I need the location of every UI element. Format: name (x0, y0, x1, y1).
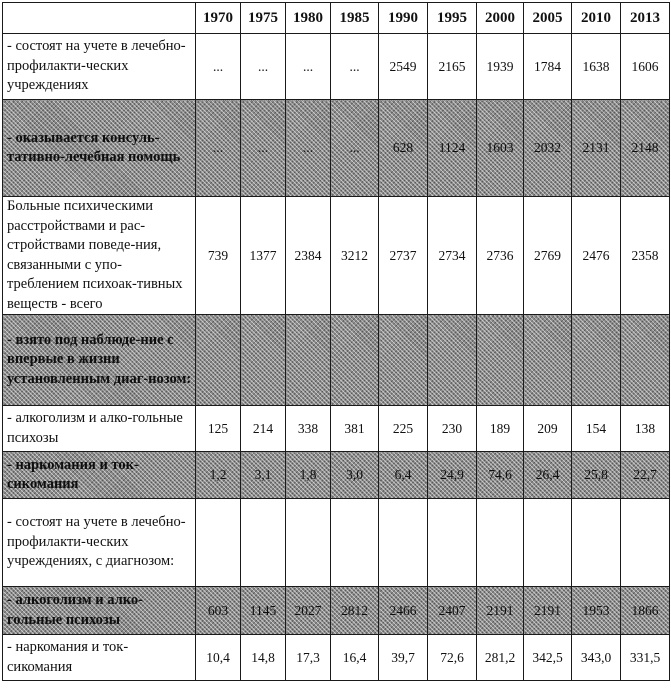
table-cell: 343,0 (572, 635, 621, 681)
table-cell: 74,6 (477, 452, 524, 499)
table-cell: 1866 (621, 587, 670, 635)
table-cell: 189 (477, 406, 524, 452)
year-header: 2005 (524, 3, 572, 34)
table-cell (286, 499, 331, 587)
table-cell: 2769 (524, 197, 572, 315)
table-cell: 17,3 (286, 635, 331, 681)
year-header: 2000 (477, 3, 524, 34)
year-header: 1995 (428, 3, 477, 34)
table-cell: 2131 (572, 100, 621, 197)
year-header: 2013 (621, 3, 670, 34)
table-cell: 3212 (331, 197, 379, 315)
table-cell: 281,2 (477, 635, 524, 681)
table-cell: 2358 (621, 197, 670, 315)
table-cell: ... (286, 100, 331, 197)
table-row (3, 100, 670, 197)
table-cell: 342,5 (524, 635, 572, 681)
table-cell (241, 315, 286, 406)
table-cell: ... (241, 34, 286, 100)
table-cell: 209 (524, 406, 572, 452)
year-header: 1970 (196, 3, 241, 34)
year-header: 1980 (286, 3, 331, 34)
table-cell: 1,2 (196, 452, 241, 499)
table-cell: 1953 (572, 587, 621, 635)
table-cell (196, 499, 241, 587)
table-cell: 2191 (524, 587, 572, 635)
table-cell: 154 (572, 406, 621, 452)
table-row (3, 197, 670, 315)
table-cell: 2148 (621, 100, 670, 197)
table-cell (477, 499, 524, 587)
table-cell: 3,1 (241, 452, 286, 499)
table-cell (196, 315, 241, 406)
table-cell: 2466 (379, 587, 428, 635)
table-cell (572, 315, 621, 406)
table-cell: 2476 (572, 197, 621, 315)
table-cell (241, 499, 286, 587)
table-cell (572, 499, 621, 587)
table-cell (477, 315, 524, 406)
table-cell: 603 (196, 587, 241, 635)
table-cell (428, 499, 477, 587)
table-cell: 628 (379, 100, 428, 197)
table-cell: 2032 (524, 100, 572, 197)
row-label: - взято под наблюде-ние с впервые в жизни установленным диаг-нозом: (3, 315, 196, 406)
table-cell: 1606 (621, 34, 670, 100)
table-cell: 2737 (379, 197, 428, 315)
table-cell: ... (196, 100, 241, 197)
table-cell: ... (331, 34, 379, 100)
table-cell: 24,9 (428, 452, 477, 499)
year-header: 1975 (241, 3, 286, 34)
row-label: Больные психическими расстройствами и рас-стройствами поведе-ния, связанными с упо-треблением психоак-тивных веществ - всего (3, 197, 196, 315)
table-cell: 22,7 (621, 452, 670, 499)
table-cell: 2165 (428, 34, 477, 100)
table-cell: 225 (379, 406, 428, 452)
table-cell (621, 315, 670, 406)
table-cell: 1377 (241, 197, 286, 315)
table-cell: 1145 (241, 587, 286, 635)
table-cell: 2191 (477, 587, 524, 635)
table-cell: 1939 (477, 34, 524, 100)
table-row (3, 452, 670, 499)
year-header: 1985 (331, 3, 379, 34)
table-cell: 2407 (428, 587, 477, 635)
table-cell: 125 (196, 406, 241, 452)
table-cell: 2027 (286, 587, 331, 635)
table-cell (621, 499, 670, 587)
table-cell: 2736 (477, 197, 524, 315)
table-cell: 6,4 (379, 452, 428, 499)
table-cell: 14,8 (241, 635, 286, 681)
table-cell: 1,8 (286, 452, 331, 499)
table-row (3, 34, 670, 100)
year-header: 1990 (379, 3, 428, 34)
table-cell: 331,5 (621, 635, 670, 681)
table-cell: 1603 (477, 100, 524, 197)
row-label: - наркомания и ток-сикомания (3, 452, 196, 499)
table-cell: 2549 (379, 34, 428, 100)
table-cell (524, 499, 572, 587)
row-label: - наркомания и ток-сикомания (3, 635, 196, 681)
table-cell: 25,8 (572, 452, 621, 499)
table-cell: 338 (286, 406, 331, 452)
table-row (3, 499, 670, 587)
row-label: - алкоголизм и алко-гольные психозы (3, 406, 196, 452)
table-cell: 2812 (331, 587, 379, 635)
table-cell: 10,4 (196, 635, 241, 681)
row-label: - состоят на учете в лечебно-профилакти-ческих учреждениях, с диагнозом: (3, 499, 196, 587)
table-cell: ... (286, 34, 331, 100)
row-label: - алкоголизм и алко-гольные психозы (3, 587, 196, 635)
table-cell (428, 315, 477, 406)
table-cell (379, 499, 428, 587)
table-cell: 230 (428, 406, 477, 452)
table-cell (331, 499, 379, 587)
year-header: 2010 (572, 3, 621, 34)
row-label: - оказывается консуль-тативно-лечебная помощь (3, 100, 196, 197)
table-row (3, 315, 670, 406)
table-cell: 1784 (524, 34, 572, 100)
table-cell: 138 (621, 406, 670, 452)
table-cell: 214 (241, 406, 286, 452)
table-cell (524, 315, 572, 406)
table-cell: 39,7 (379, 635, 428, 681)
statistics-table (2, 2, 670, 681)
table-row (3, 635, 670, 681)
table-cell: ... (241, 100, 286, 197)
table-cell: 739 (196, 197, 241, 315)
table-cell (286, 315, 331, 406)
table-cell (331, 315, 379, 406)
table-cell: 72,6 (428, 635, 477, 681)
table-cell: ... (196, 34, 241, 100)
table-cell: 26,4 (524, 452, 572, 499)
table-cell: 381 (331, 406, 379, 452)
table-cell: 3,0 (331, 452, 379, 499)
table-row (3, 406, 670, 452)
table-cell: 2734 (428, 197, 477, 315)
table-cell: 1124 (428, 100, 477, 197)
table-cell: ... (331, 100, 379, 197)
table-cell (379, 315, 428, 406)
table-row (3, 587, 670, 635)
header-label-cell (3, 3, 196, 34)
table-cell: 16,4 (331, 635, 379, 681)
row-label: - состоят на учете в лечебно-профилакти-ческих учреждениях (3, 34, 196, 100)
table-cell: 2384 (286, 197, 331, 315)
table-cell: 1638 (572, 34, 621, 100)
header-row (3, 3, 670, 34)
